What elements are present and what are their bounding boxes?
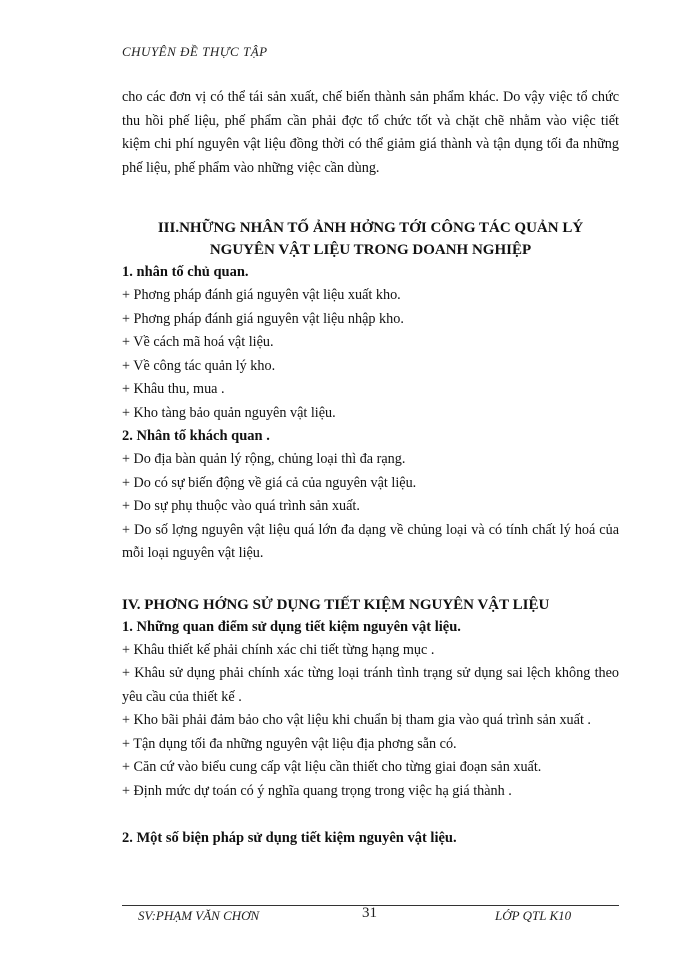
section3-subheading-1: 1. nhân tố chủ quan. [122, 264, 249, 280]
footer-student: SV:PHẠM VĂN CHƠN [138, 908, 260, 923]
list-item: + Do địa bàn quản lý rộng, chủng loại thì đa rạng. [122, 451, 406, 467]
list-item: + Do có sự biến động về giá cả của nguyên vật liệu. [122, 474, 417, 491]
list-item: + Định mức dự toán có ý nghĩa quang trọng trong việc hạ giá thành . [122, 782, 512, 799]
list-item: + Do sự phụ thuộc vào quá trình sản xuất. [122, 498, 360, 514]
section3-title-line2: NGUYÊN VẬT LIỆU TRONG DOANH NGHIỆP [209, 242, 532, 258]
list-item: + Kho bãi phải đảm bảo cho vật liệu khi chuẩn bị tham gia vào quá trình sản xuất . [122, 712, 591, 728]
list-item: + Kho tàng bảo quản nguyên vật liệu. [122, 404, 336, 421]
list-item: + Tận dụng tối đa những nguyên vật liệu địa phơng sẵn có. [122, 735, 457, 752]
page-number: 31 [362, 905, 377, 921]
list-item: + Phơng pháp đánh giá nguyên vật liệu nhập kho. [122, 310, 404, 327]
list-item: + Về cách mã hoá vật liệu. [122, 334, 274, 350]
page-body [122, 86, 619, 850]
list-item: + Phơng pháp đánh giá nguyên vật liệu xuất kho. [122, 287, 401, 303]
running-header: CHUYÊN ĐỀ THỰC TẬP [122, 44, 268, 59]
list-item: + Do số lợng nguyên vật liệu quá lớn đa dạng về chủng loại và có tính chất lý hoá của mỗi loại nguyên vật liệu. [122, 521, 619, 561]
list-item: + Về công tác quản lý kho. [122, 357, 276, 374]
list-item: + Khâu thiết kế phải chính xác chi tiết từng hạng mục . [122, 641, 435, 658]
section4-subheading-2: 2. Một số biện pháp sử dụng tiết kiệm nguyên vật liệu. [122, 830, 457, 846]
list-item: + Khâu sử dụng phải chính xác từng loại tránh tình trạng sử dụng sai lệch không theo yêu cầu của thiết kế . [122, 665, 619, 705]
section3-title-line1: III.NHỮNG NHÂN TỐ ẢNH HỞNG TỚI CÔNG TÁC QUẢN LÝ [157, 220, 584, 236]
intro-paragraph: cho các đơn vị có thể tái sản xuất, chế biến thành sản phẩm khác. Do vậy việc tổ chức thu hồi phế liệu, phế phẩm cần phải đợc tổ chức tốt và chặt chẽ nhằm vào việc tiết kiệm chi phí nguyên vật liệu đồng thời có thể giảm giá thành và tận dụng tối đa những phế liệu, phế phẩm vào những việc cần dùng. [122, 89, 619, 176]
list-item: + Khâu thu, mua . [122, 381, 225, 397]
section4-title: IV. PHƠNG HỚNG SỬ DỤNG TIẾT KIỆM NGUYÊN VẬT LIỆU [122, 596, 550, 613]
section3-subheading-2: 2. Nhân tố khách quan . [122, 428, 270, 444]
list-item: + Căn cứ vào biểu cung cấp vật liệu cần thiết cho từng giai đoạn sản xuất. [122, 759, 542, 775]
footer-class: LỚP QTL K10 [495, 908, 572, 923]
section4-subheading-1: 1. Những quan điểm sử dụng tiết kiệm nguyên vật liệu. [122, 618, 461, 635]
